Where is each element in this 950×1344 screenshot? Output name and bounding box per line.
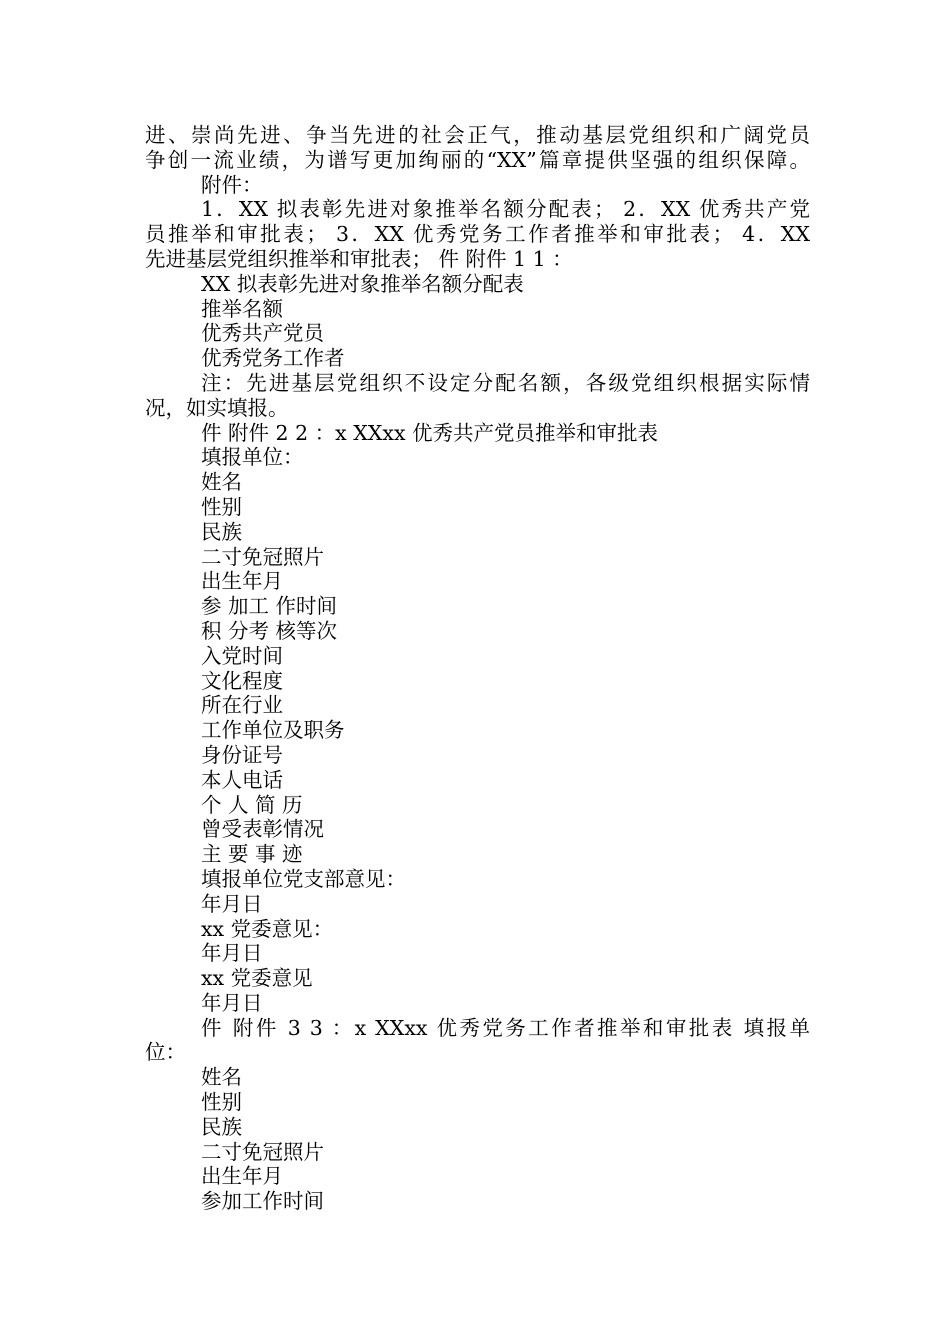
document-line: 身份证号 bbox=[201, 742, 283, 767]
document-line: 积 分考 核等次 bbox=[201, 618, 338, 643]
document-line: 参 加工 作时间 bbox=[201, 594, 338, 619]
document-line: XX 拟表彰先进对象推举名额分配表 bbox=[201, 271, 524, 296]
document-line: 出生年月 bbox=[201, 569, 283, 594]
document-line: 年月日 bbox=[201, 990, 263, 1015]
document-line: 优秀共产党员 bbox=[201, 321, 324, 346]
document-line: 二寸免冠照片 bbox=[201, 544, 324, 569]
document-line: 件 附件 3 3 ：x XXxx 优秀党务工作者推举和审批表 填报单 bbox=[201, 1015, 810, 1040]
document-line: 件 附件 2 2 ：x XXxx 优秀共产党员推举和审批表 bbox=[201, 420, 659, 445]
document-line: 入党时间 bbox=[201, 643, 283, 668]
document-line: 1．XX 拟表彰先进对象推举名额分配表； 2．XX 优秀共产党 bbox=[201, 197, 810, 222]
document-line: 民族 bbox=[201, 519, 242, 544]
document-line: 位： bbox=[145, 1040, 186, 1065]
document-line: 先进基层党组织推举和审批表； 件 附件 1 1 ： bbox=[145, 246, 573, 271]
document-page bbox=[145, 123, 810, 1214]
document-line: 年月日 bbox=[201, 891, 263, 916]
document-line: 注：先进基层党组织不设定分配名额，各级党组织根据实际情 bbox=[201, 370, 810, 395]
document-line: 民族 bbox=[201, 1114, 242, 1139]
document-line: 填报单位： bbox=[201, 445, 304, 470]
document-line: 员推举和审批表； 3．XX 优秀党务工作者推举和审批表； 4．XX bbox=[145, 222, 810, 247]
document-line: 参加工作时间 bbox=[201, 1189, 324, 1214]
document-line: 出生年月 bbox=[201, 1164, 283, 1189]
document-line: 争创一流业绩，为谱写更加绚丽的“XX”篇章提供坚强的组织保障。 bbox=[145, 147, 810, 172]
document-line: 工作单位及职务 bbox=[201, 718, 345, 743]
document-line: 二寸免冠照片 bbox=[201, 1139, 324, 1164]
document-line: 年月日 bbox=[201, 941, 263, 966]
document-line: 性别 bbox=[201, 1090, 242, 1115]
document-line: 主 要 事 迹 bbox=[201, 842, 303, 867]
document-line: xx 党委意见 bbox=[201, 966, 313, 991]
document-line: xx 党委意见： bbox=[201, 916, 334, 941]
document-line: 性别 bbox=[201, 494, 242, 519]
document-line: 文化程度 bbox=[201, 668, 283, 693]
document-line: 填报单位党支部意见： bbox=[201, 866, 406, 891]
document-line: 所在行业 bbox=[201, 693, 283, 718]
document-line: 姓名 bbox=[201, 1065, 242, 1090]
document-line: 本人电话 bbox=[201, 767, 283, 792]
document-line: 况，如实填报。 bbox=[145, 395, 289, 420]
document-line: 优秀党务工作者 bbox=[201, 346, 345, 371]
document-line: 进、崇尚先进、争当先进的社会正气，推动基层党组织和广阔党员 bbox=[145, 123, 810, 147]
document-line: 附件： bbox=[201, 172, 263, 197]
document-line: 曾受表彰情况 bbox=[201, 817, 324, 842]
document-line: 姓名 bbox=[201, 470, 242, 495]
document-line: 个 人 简 历 bbox=[201, 792, 303, 817]
document-line: 推举名额 bbox=[201, 296, 283, 321]
